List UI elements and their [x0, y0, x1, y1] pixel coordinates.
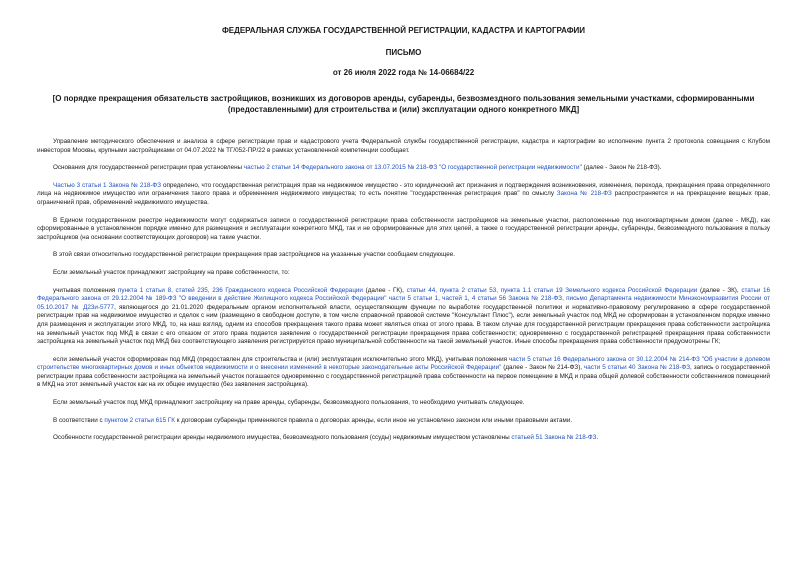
link-land-code[interactable]: статьи 44, пункта 2 статьи 53, пункта 1.1 статьи 19 Земельного кодекса Российской Федерации	[406, 286, 698, 294]
link-civil-code-615[interactable]: пунктом 2 статьи 615 ГК	[104, 416, 175, 424]
document-type: ПИСЬМО	[385, 48, 422, 57]
link-civil-code[interactable]: пункта 1 статьи 8, статей 235, 236 Гражданского кодекса Российской Федерации	[117, 286, 363, 294]
paragraph-connection: В этой связи относительно государственной регистрации прекращения прав застройщиков на указанные участки сообщаем следующее.	[53, 251, 455, 259]
paragraph-registry: В Едином государственном реестре недвижимости могут содержаться записи о государственной регистрации права собственности застройщиков на земельные участки, расположенные под многоквартирным домом (далее - МКД), как сформированные в установленном порядке именно для размещения и эксплуатации конкретного МКД, так и не сформированные для этих целей, а также о государственной регистрации аренды, субаренды, безвозмездного пользования в пользу застройщиков (на основании соответствующих договоров) на такие участки.	[37, 216, 770, 241]
link-law-218-art51[interactable]: статьей 51 Закона № 218-ФЗ	[511, 434, 597, 442]
link-law-218-letter[interactable]: части 5 статьи 1, частей 1, 4 статьи 56 Закона № 218-ФЗ, письмо Департамента недвижимости Минэкономразвития России от 05.10.2017 № Д23и-5777	[37, 295, 770, 311]
document-title: [О порядке прекращения обязательств застройщиков, возникших из договоров аренды, субаренды, безвозмездного пользования земельными участками, сформированными (предоставленными) для строительства и (или) эксплуатации одного конкретного МКД]	[52, 94, 755, 114]
paragraph-intro: Управление методического обеспечения и анализа в сфере регистрации прав и кадастрового учета Федеральной службы государственной регистрации, кадастра и картографии во исполнение пункта 2 протокола совещания с Клубом инвесторов Москвы, крупными застройщиками от 04.07.2022 № ТГ/052-ПР/22 в рамках установленной компетенции сообщает.	[37, 138, 770, 154]
link-law-218[interactable]: Закона № 218-ФЗ	[556, 190, 612, 198]
link-law-218-art14[interactable]: частью 2 статьи 14 Федерального закона от 13.07.2015 № 218-ФЗ "О государственной регистрации недвижимости"	[243, 164, 582, 172]
document-date-number: от 26 июля 2022 года № 14-06684/22	[332, 68, 475, 77]
paragraph-ownership: Если земельный участок принадлежит застройщику на праве собственности, то:	[53, 268, 290, 276]
paragraph-lease: Если земельный участок под МКД принадлежит застройщику на праве аренды, субаренды, безвозмездного пользования, то необходимо учитывать следующее.	[53, 399, 525, 407]
paragraph-lease-features: Особенности государственной регистрации аренды недвижимого имущества, безвозмездного пользования (ссуды) недвижимым имуществом установлены статьей 51 Закона № 218-ФЗ.	[53, 434, 599, 442]
link-law-214[interactable]: части 5 статьи 16 Федерального закона от 30.12.2004 № 214-ФЗ "Об участии в долевом строительстве многоквартирных домов и иных объектов недвижимости и о внесении изменений в некоторые законодательные акты Российской Федерации"	[37, 355, 771, 372]
link-law-218-art1[interactable]: Частью 3 статьи 1 Закона № 218-ФЗ	[53, 181, 162, 189]
link-law-218-art40[interactable]: части 5 статьи 40 Закона № 218-ФЗ	[583, 364, 691, 372]
paragraph-sublease: В соответствии с пунктом 2 статьи 615 ГК к договорам субаренды применяются правила о договорах аренды, если иное не установлено законом или иными правовыми актами.	[53, 416, 573, 424]
agency-heading: ФЕДЕРАЛЬНАЯ СЛУЖБА ГОСУДАРСТВЕННОЙ РЕГИСТРАЦИИ, КАДАСТРА И КАРТОГРАФИИ	[221, 26, 586, 35]
paragraph-definition: Частью 3 статьи 1 Закона № 218-ФЗ определено, что государственная регистрация прав на недвижимое имущество - это юридический акт признания и подтверждения возникновения, изменения, перехода, прекращения права определенного лица на недвижимое имущество или ограничения такого права и обременения недвижимого имущества; то есть понятие "государственная регистрация прав" по смыслу Закона № 218-ФЗ распространяется и на прекращение вещных прав, ограничений прав, обременений недвижимого имущества.	[37, 181, 770, 206]
paragraph-ownership-rules: учитывая положения пункта 1 статьи 8, статей 235, 236 Гражданского кодекса Российской Федерации (далее - ГК), статьи 44, пункта 2 статьи 53, пункта 1.1 статьи 19 Земельного кодекса Российской Федерации (далее - ЗК), статьи 16 Федерального закона от 29.12.2004 № 189-ФЗ "О введении в действие Жилищного кодекса Российской Федерации" части 5 статьи 1, частей 1, 4 статьи 56 Закона № 218-ФЗ, письмо Департамента недвижимости Минэкономразвития России от 05.10.2017 № Д23и-5777, являющегося до 21.01.2020 федеральным органом исполнительной власти, осуществляющим функции по выработке государственной политики и нормативно-правовому регулированию в сфере государственной регистрации прав на недвижимое имущество и сделок с ним (размещено в свободном доступе, в том числе справочной правовой системе "Консультант Плюс"), если земельный участок под МКД не сформирован в установленном порядке именно для размещения и эксплуатации этого МКД, то, на наш взгляд, одним из способов прекращения такого права может являться отказ от этого права. В таком случае для государственной регистрации прекращения права собственности застройщика на земельный участок под МКД в связи с его отказом от этого права подается заявление о государственной регистрации прекращения права собственности; одновременно с государственной регистрацией прекращения права собственности застройщика на земельный участок под МКД без соответствующего заявления регистрируется право муниципальной собственности на такой земельный участок. Иные способы прекращения права собственности предусмотрены ГК;	[37, 286, 770, 346]
paragraph-grounds: Основания для государственной регистрации прав установлены частью 2 статьи 14 Федерального закона от 13.07.2015 № 218-ФЗ "О государственной регистрации недвижимости" (далее - Закон № 218-ФЗ).	[53, 164, 662, 172]
link-law-189[interactable]: статьи 16 Федерального закона от 29.12.2004 № 189-ФЗ "О введении в действие Жилищного кодекса Российской Федерации"	[37, 286, 770, 303]
paragraph-formed-plot: если земельный участок сформирован под МКД (предоставлен для строительства и (или) эксплуатации исключительно этого МКД), учитывая положения части 5 статьи 16 Федерального закона от 30.12.2004 № 214-ФЗ "Об участии в долевом строительстве многоквартирных домов и иных объектов недвижимости и о внесении изменений в некоторые законодательные акты Российской Федерации" (далее - Закон № 214-ФЗ), части 5 статьи 40 Закона № 218-ФЗ, запись о государственной регистрации права собственности застройщика на земельный участок погашается одновременно с государственной регистрацией права собственности на первое помещение в МКД и права общей долевой собственности собственников помещений в МКД на этот земельный участок как на их общее имущество (без заявления застройщика).	[37, 355, 771, 389]
